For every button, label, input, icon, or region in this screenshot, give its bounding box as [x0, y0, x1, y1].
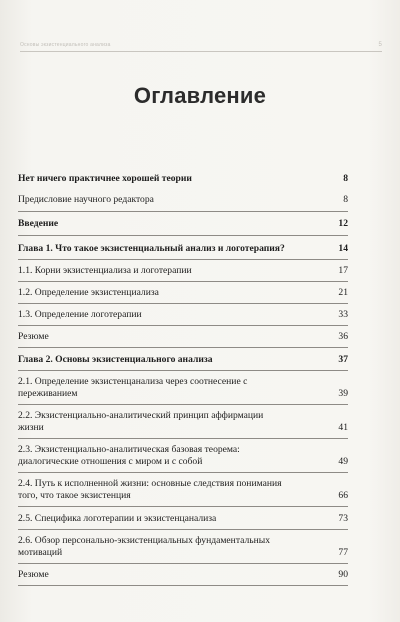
divider: [18, 325, 348, 326]
toc-entry-page: 77: [338, 547, 348, 559]
toc-entry-page: 73: [338, 513, 348, 524]
toc-entry-page: 8: [343, 173, 348, 184]
toc-entry-title: Введение: [18, 218, 59, 229]
divider: [18, 404, 348, 405]
toc-entry: [18, 309, 348, 321]
toc-entry: [18, 410, 348, 435]
page-title: Оглавление: [133, 83, 267, 108]
toc-entry-title: Глава 2. Основы экзистенциального анализа: [18, 354, 213, 365]
toc-entry-title: 1.1. Корни экзистенциализа и логотерапии: [18, 265, 192, 276]
toc-entry: [18, 513, 348, 525]
toc-entry-page: 12: [338, 218, 348, 229]
divider: [18, 347, 348, 348]
divider: [18, 506, 348, 507]
divider: [18, 563, 348, 564]
toc-entry-page: 39: [338, 388, 348, 400]
divider: [18, 303, 348, 304]
toc-entry: [18, 535, 348, 560]
toc-entry-page: 33: [338, 309, 348, 320]
toc-entry-title: 1.3. Определение логотерапии: [18, 309, 142, 320]
toc-entry-title: 2.3. Экзистенциально-аналитическая базовая теорема: диалогические отношения с миром и с собой: [18, 444, 240, 468]
running-header-title: Основы экзистенциального анализа: [20, 42, 111, 48]
toc-entry-title: 1.2. Определение экзистенциализа: [18, 287, 159, 298]
divider: [18, 529, 348, 530]
toc-entry: [18, 376, 348, 401]
toc-entry-title: 2.2. Экзистенциально-аналитический принцип аффирмации жизни: [18, 410, 264, 434]
toc-entry: [18, 218, 348, 230]
toc-entry-page: 21: [338, 287, 348, 298]
toc-entry: [18, 194, 348, 206]
divider: [18, 211, 348, 212]
toc-entry-title: 2.4. Путь к исполненной жизни: основные следствия понимания того, что такое экзистенция: [18, 478, 282, 502]
toc-entry-title: Предисловие научного редактора: [18, 194, 154, 205]
toc-entry-title: 2.5. Специфика логотерапии и экзистенцанализа: [18, 513, 217, 524]
toc-entry-page: 49: [338, 456, 348, 468]
toc-entry-page: 66: [338, 490, 348, 502]
divider: [18, 585, 348, 586]
toc-entry-page: 36: [338, 331, 348, 342]
toc-entry-page: 17: [338, 265, 348, 276]
toc-entry-page: 8: [343, 194, 348, 205]
toc-entry: [18, 478, 348, 503]
toc-entry: [18, 173, 348, 185]
toc-entry: [18, 287, 348, 299]
divider: [18, 472, 348, 473]
toc-entry: [18, 331, 348, 343]
toc-entry-page: 90: [338, 569, 348, 580]
toc-entry-page: 14: [338, 243, 348, 254]
toc-entry-title: 2.1. Определение экзистенцанализа через соотнесение с переживанием: [18, 376, 248, 400]
toc-entry-page: 37: [338, 354, 348, 365]
divider: [18, 438, 348, 439]
toc-entry: [18, 569, 348, 581]
toc-entry-title: Глава 1. Что такое экзистенциальный анализ и логотерапия?: [18, 243, 285, 254]
divider: [18, 370, 348, 371]
toc-entry-title: Нет ничего практичнее хорошей теории: [18, 173, 192, 184]
toc-entry: [18, 243, 348, 255]
toc-entry-title: 2.6. Обзор персонально-экзистенциальных фундаментальных мотиваций: [18, 535, 271, 559]
toc-entry: [18, 265, 348, 277]
toc-entry-title: Резюме: [18, 331, 49, 342]
running-header-page-number: 5: [378, 42, 382, 48]
toc-entry-title: Резюме: [18, 569, 49, 580]
toc-entry: [18, 354, 348, 366]
divider: [18, 281, 348, 282]
divider: [18, 259, 348, 260]
toc-entry: [18, 444, 348, 469]
toc-entry-page: 41: [338, 422, 348, 434]
running-header: [20, 41, 382, 52]
divider: [18, 235, 348, 236]
